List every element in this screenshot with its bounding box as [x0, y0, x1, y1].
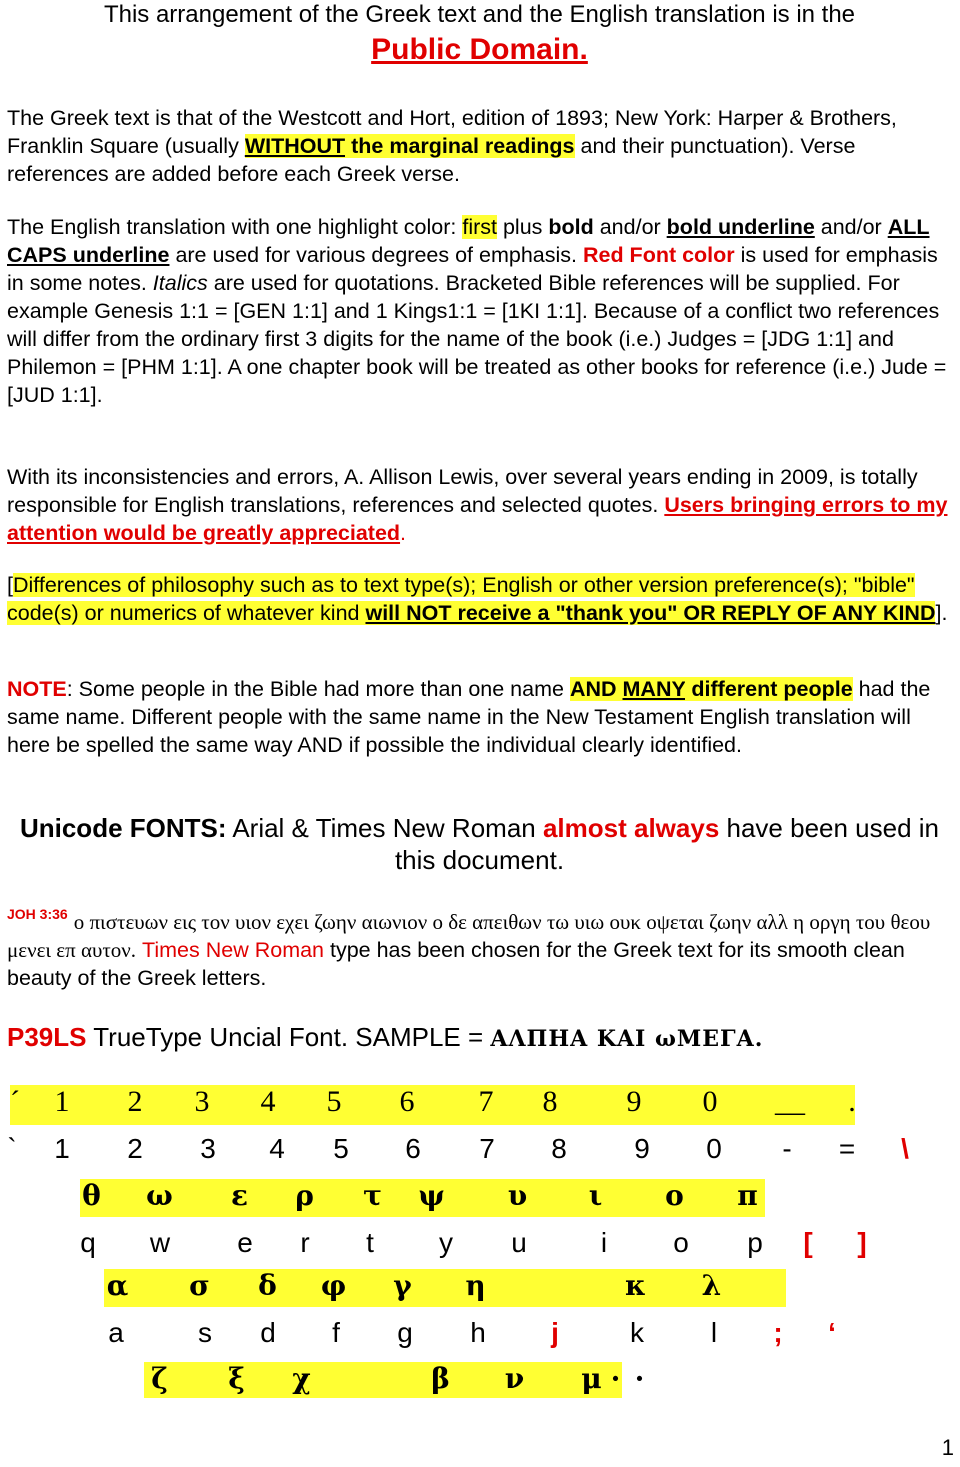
highlight-differences: Differences of philosophy such as to text type(s); English or other version preference(s); "bible" code(s) or numerics of whatever kind [7, 573, 915, 625]
text: Arial & Times New Roman [226, 813, 543, 843]
key-glyph: μ [581, 1362, 603, 1395]
text: With its inconsistencies and errors, A. Allison Lewis, over several years ending in 2009, is totally responsible for English translations, references and selected quotes. [7, 465, 918, 517]
key-glyph: 7 [478, 1085, 494, 1118]
key-glyph: ξ [228, 1362, 246, 1395]
key-glyph: t [366, 1227, 374, 1258]
fonts-heading [7, 812, 952, 876]
key-glyph: λ [701, 1269, 723, 1302]
paragraph-differences [7, 571, 952, 627]
paragraph-source [7, 104, 952, 188]
text: . [400, 521, 407, 545]
text: and/or [814, 215, 888, 239]
key-glyph: 1 [54, 1133, 70, 1164]
text: TrueType Uncial Font. SAMPLE = [86, 1022, 491, 1052]
key-glyph: ] [857, 1227, 867, 1258]
text: had the same name. Different people with the same name in the New Testament English translation will here be spelled the same way AND if possible the individual clearly identified. [7, 677, 931, 757]
key-glyph: α [106, 1269, 130, 1302]
key-glyph: υ [507, 1179, 529, 1212]
will-not-reply: will NOT receive a "thank you" OR REPLY OF ANY KIND [365, 601, 936, 625]
key-glyph: f [332, 1317, 340, 1348]
key-glyph: π [737, 1179, 759, 1212]
paragraph-note [7, 675, 952, 759]
key-glyph: w [149, 1227, 171, 1258]
key-glyph: 0 [702, 1085, 718, 1118]
key-glyph: 8 [551, 1133, 567, 1164]
key-glyph: δ [258, 1269, 278, 1302]
key-glyph: u [511, 1227, 527, 1258]
allcaps-sample: ALL CAPS underline [7, 215, 930, 267]
key-glyph: . [848, 1085, 856, 1118]
key-glyph: 1 [54, 1085, 70, 1118]
key-glyph: σ [189, 1269, 211, 1302]
public-domain-link[interactable]: Public Domain. [371, 33, 588, 66]
key-glyph: ρ [295, 1179, 315, 1212]
key-glyph: η [465, 1269, 487, 1302]
key-glyph: β [431, 1362, 451, 1395]
page-number: 1 [941, 1435, 954, 1460]
almost-always: almost always [542, 813, 720, 843]
key-glyph: e [237, 1227, 253, 1258]
text: and their punctuation). Verse references are added before each Greek verse. [7, 134, 856, 186]
key-glyph: 9 [626, 1085, 642, 1118]
key-glyph: i [600, 1227, 608, 1258]
key-glyph: 5 [333, 1133, 349, 1164]
highlight-first: first [462, 215, 497, 239]
key-glyph: 6 [405, 1133, 421, 1164]
text [617, 677, 623, 701]
key-glyph: γ [393, 1269, 413, 1302]
verse-block [7, 900, 952, 992]
key-glyph: - [782, 1133, 792, 1164]
key-glyph: r [300, 1227, 310, 1258]
key-glyph: q [80, 1227, 96, 1258]
key-glyph: χ [292, 1362, 312, 1395]
text: are used for various degrees of emphasis. [169, 243, 583, 267]
key-glyph: g [397, 1317, 413, 1348]
key-glyph: 8 [542, 1085, 558, 1118]
key-glyph: φ [320, 1269, 348, 1302]
red-font-sample: Red Font color [582, 243, 735, 267]
key-glyph: θ [82, 1179, 102, 1212]
intro-line [7, 0, 952, 70]
text: ]. [935, 601, 948, 625]
key-glyph: ε [230, 1179, 250, 1212]
text: The English translation with one highlight color: [7, 215, 463, 239]
key-glyph: k [630, 1317, 644, 1348]
key-glyph: y [439, 1227, 453, 1258]
key-glyph: ψ [418, 1179, 446, 1212]
p39ls-label: P39LS [7, 1022, 87, 1052]
key-glyph: h [470, 1317, 486, 1348]
emphasis-marginal: the marginal readings [345, 134, 575, 158]
key-glyph: 3 [194, 1085, 210, 1118]
key-glyph: ο [665, 1179, 685, 1212]
text: The Greek text is that of the Westcott and Hort, edition of 1893; New York: Harper & Brothers, Franklin Square (usually [7, 106, 897, 158]
paragraph-responsibility [7, 463, 952, 547]
note-label: NOTE [7, 677, 67, 701]
key-glyph: ´ [10, 1085, 20, 1118]
key-glyph: ζ [151, 1362, 169, 1395]
key-glyph: 2 [127, 1085, 143, 1118]
key-glyph: 4 [260, 1085, 276, 1118]
text: is used for emphasis in some notes. [7, 243, 938, 295]
key-glyph: l [710, 1317, 718, 1348]
key-glyph: κ [625, 1269, 647, 1302]
text: plus [496, 215, 549, 239]
text: have been used in this document. [394, 813, 940, 875]
key-glyph: ι [588, 1179, 604, 1212]
greek-text: ο πιστευων εις τον υιον εχει ζωην αιωνιον ο δε απειθων τω υιω ουκ οψεται ζωην αλλ η οργη του θεου μενει επ αυτον. [7, 910, 931, 962]
key-glyph: ` [7, 1133, 17, 1164]
key-glyph: [ [803, 1227, 813, 1258]
key-glyph: 0 [706, 1133, 722, 1164]
key-glyph: p [747, 1227, 763, 1258]
key-glyph: \ [901, 1133, 909, 1164]
key-glyph: s [198, 1317, 212, 1348]
key-glyph: 2 [127, 1133, 143, 1164]
emphasis-different: different people [685, 677, 853, 701]
key-glyph: o [673, 1227, 689, 1258]
key-glyph: 5 [326, 1085, 342, 1118]
key-glyph: · [610, 1362, 622, 1395]
text: [ [7, 573, 13, 597]
bold-underline-sample: bold underline [666, 215, 815, 239]
key-glyph: = [838, 1133, 856, 1164]
key-glyph: 3 [200, 1133, 216, 1164]
key-glyph: 6 [399, 1085, 415, 1118]
key-glyph: · [634, 1362, 646, 1395]
text: are used for quotations. Bracketed Bible references will be supplied. For example Genesis 1:1 = [GEN 1:1] and 1 Kings1:1 = [1KI 1:1]. Because of a conflict two references will differ from the ordinary first 3 digits for the name of the book (i.e.) Judges = [JDG 1:1] and Philemon = [PHM 1:1]. A one chapter book will be treated as other books for reference (i.e.) Jude = [JUD 1:1]. [7, 271, 947, 407]
key-glyph: ν [504, 1362, 526, 1395]
key-glyph: j [551, 1317, 559, 1348]
key-glyph: __ [775, 1085, 805, 1118]
key-glyph: a [108, 1317, 124, 1348]
key-glyph: ‘ [828, 1317, 836, 1348]
emphasis-and: AND [569, 677, 617, 701]
key-glyph: d [260, 1317, 276, 1348]
errors-request: Users bringing errors to my attention would be greatly appreciated [7, 493, 948, 545]
key-glyph: ω [146, 1179, 174, 1212]
unicode-label: Unicode FONTS: [19, 813, 227, 843]
key-glyph: 4 [269, 1133, 285, 1164]
key-glyph: ; [773, 1317, 783, 1348]
emphasis-many: MANY [622, 677, 686, 701]
intro-text: This arrangement of the Greek text and the English translation is in the [103, 1, 856, 28]
emphasis-without: WITHOUT [244, 134, 346, 158]
key-glyph: 7 [479, 1133, 495, 1164]
text: : Some people in the Bible had more than one name [66, 677, 570, 701]
text: type has been chosen for the Greek text for its smooth clean beauty of the Greek letters. [7, 938, 905, 990]
verse-reference: JOH 3:36 [7, 906, 68, 922]
key-glyph: 9 [634, 1133, 650, 1164]
times-new-roman: Times New Roman [136, 938, 325, 962]
bold-sample: bold [548, 215, 594, 239]
text: and/or [593, 215, 667, 239]
uncial-sample: ΑΛΠΗΑ ΚΑΙ ωΜΕΓΑ. [490, 1026, 764, 1052]
font-sample [7, 1020, 952, 1056]
key-glyph: τ [363, 1179, 383, 1212]
italics-sample: Italics [152, 271, 208, 295]
paragraph-conventions [7, 213, 952, 409]
